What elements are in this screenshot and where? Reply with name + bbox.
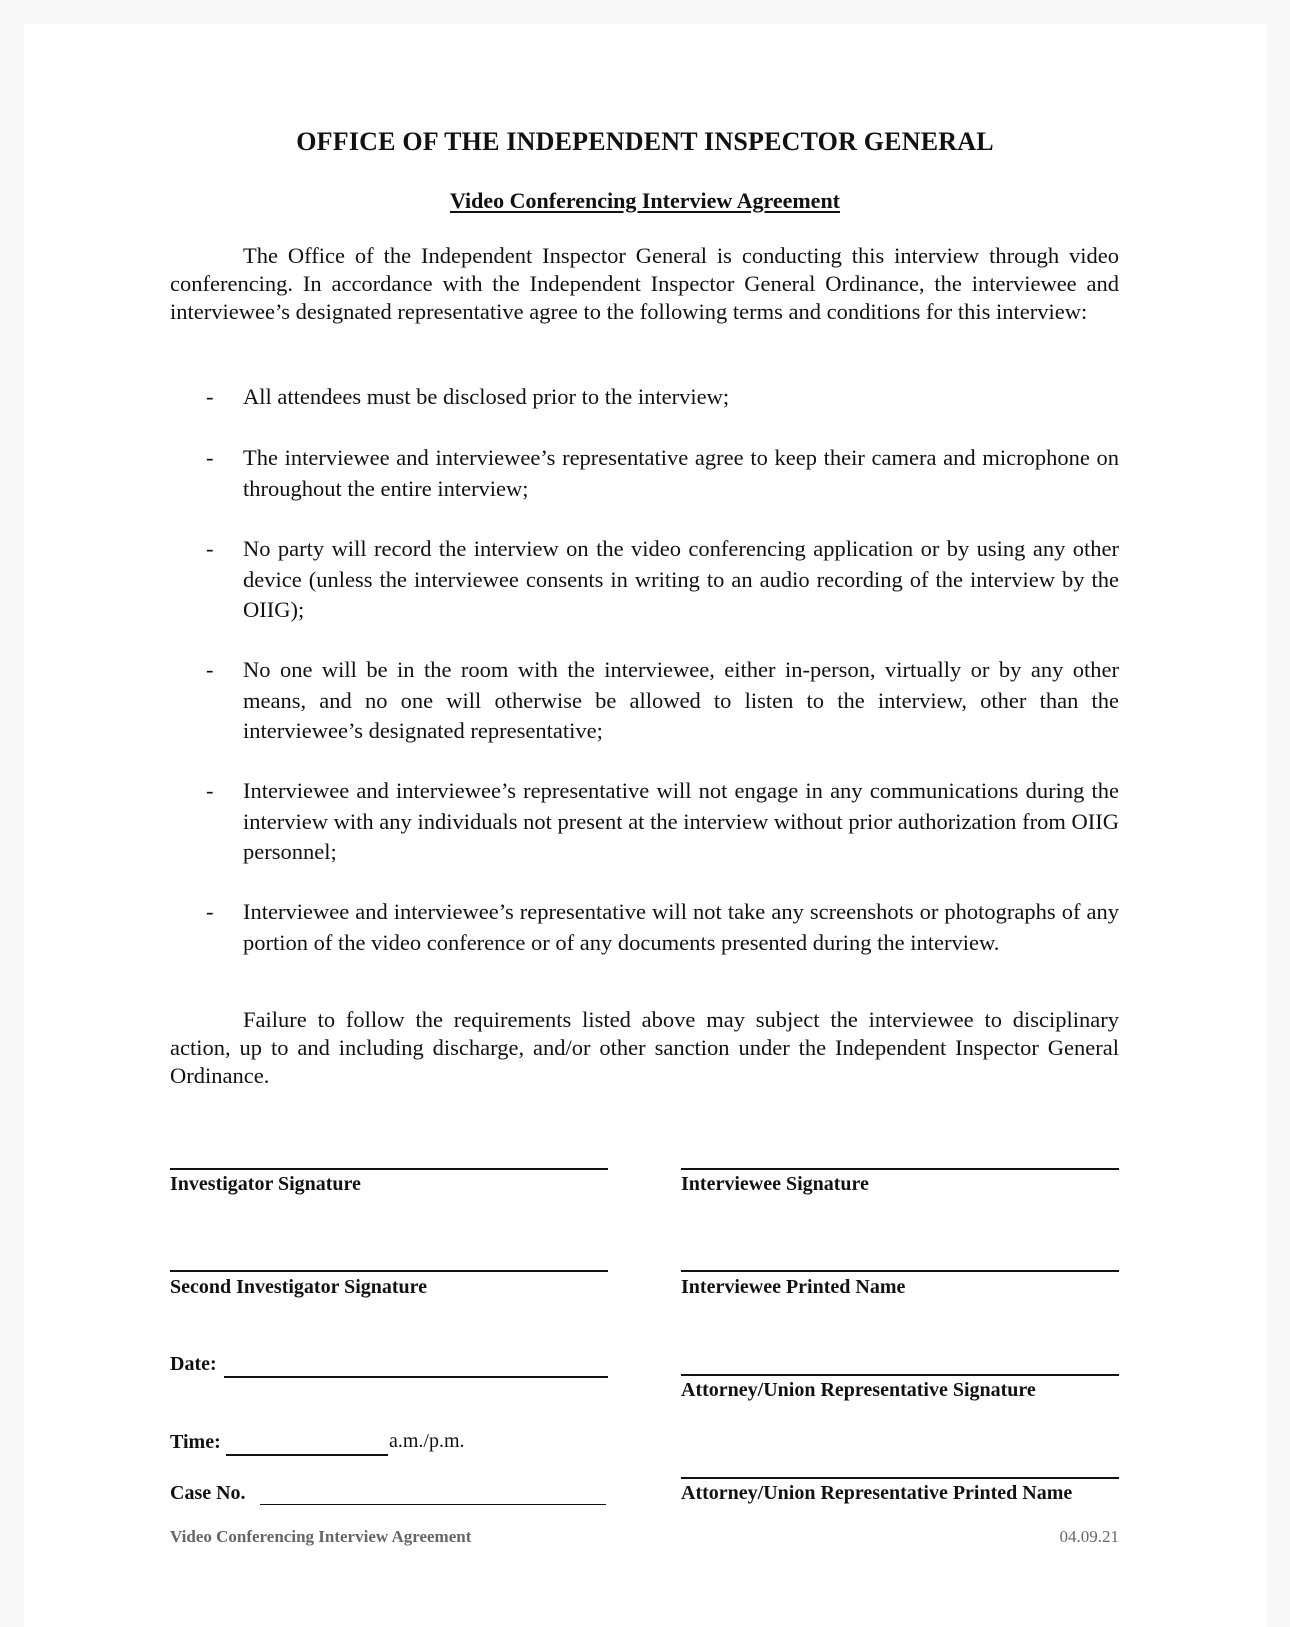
term-text: Interviewee and interviewee’s representative will not engage in any communications during the interview with any individuals not present at the interview without prior authorization from OIIG personnel; (243, 778, 1119, 864)
date-field[interactable] (224, 1376, 608, 1378)
term-item (170, 443, 1119, 504)
term-item (170, 655, 1119, 747)
term-text: Interviewee and interviewee’s representative will not take any screenshots or photographs of any portion of the video conference or of any documents presented during the interview. (243, 899, 1119, 955)
second-investigator-signature-line[interactable] (170, 1270, 608, 1272)
interviewee-name-line[interactable] (681, 1270, 1119, 1272)
footer-date: 04.09.21 (1059, 1527, 1119, 1546)
interviewee-signature-line[interactable] (681, 1168, 1119, 1170)
bullet-dash: - (206, 536, 214, 561)
bullet-dash: - (206, 657, 214, 682)
time-field[interactable] (226, 1454, 388, 1456)
bullet-dash: - (206, 899, 214, 924)
investigator-signature-line[interactable] (170, 1168, 608, 1170)
attorney-name-line[interactable] (681, 1477, 1119, 1479)
investigator-signature-label: Investigator Signature (170, 1173, 361, 1195)
term-text: The interviewee and interviewee’s representative agree to keep their camera and microphone on throughout the entire interview; (243, 445, 1119, 501)
time-suffix: a.m./p.m. (389, 1430, 465, 1452)
case-number-label: Case No. (170, 1482, 246, 1504)
document-title: OFFICE OF THE INDEPENDENT INSPECTOR GENERAL (296, 127, 994, 156)
footer-title: Video Conferencing Interview Agreement (170, 1527, 472, 1546)
date-label: Date: (170, 1353, 217, 1375)
term-item (170, 534, 1119, 626)
time-label: Time: (170, 1431, 221, 1453)
interviewee-signature-label: Interviewee Signature (681, 1173, 869, 1195)
interviewee-name-label: Interviewee Printed Name (681, 1276, 906, 1298)
second-investigator-signature-label: Second Investigator Signature (170, 1276, 428, 1298)
term-item (170, 897, 1119, 958)
bullet-dash: - (206, 445, 214, 470)
document-subtitle: Video Conferencing Interview Agreement (449, 188, 841, 213)
attorney-signature-label: Attorney/Union Representative Signature (681, 1379, 1036, 1401)
term-item (170, 382, 1119, 413)
term-text: No one will be in the room with the interviewee, either in-person, virtually or by any other means, and no one will otherwise be allowed to listen to the interview, other than the interviewee’s designated representative; (243, 657, 1119, 743)
case-number-field[interactable] (260, 1504, 606, 1505)
attorney-name-label: Attorney/Union Representative Printed Name (681, 1482, 1073, 1504)
term-text: All attendees must be disclosed prior to the interview; (243, 384, 730, 409)
intro-paragraph: The Office of the Independent Inspector General is conducting this interview through video conferencing. In accordance with the Independent Inspector General Ordinance, the interviewee and interviewee’s designated representative agree to the following terms and conditions for this interview: (170, 243, 1119, 324)
attorney-signature-line[interactable] (681, 1374, 1119, 1376)
bullet-dash: - (206, 384, 214, 409)
term-item (170, 776, 1119, 868)
bullet-dash: - (206, 778, 214, 803)
closing-paragraph: Failure to follow the requirements listed above may subject the interviewee to disciplinary action, up to and including discharge, and/or other sanction under the Independent Inspector General Ordinance. (170, 1007, 1119, 1088)
term-text: No party will record the interview on the video conferencing application or by using any other device (unless the interviewee consents in writing to an audio recording of the interview by the OIIG); (243, 536, 1119, 622)
